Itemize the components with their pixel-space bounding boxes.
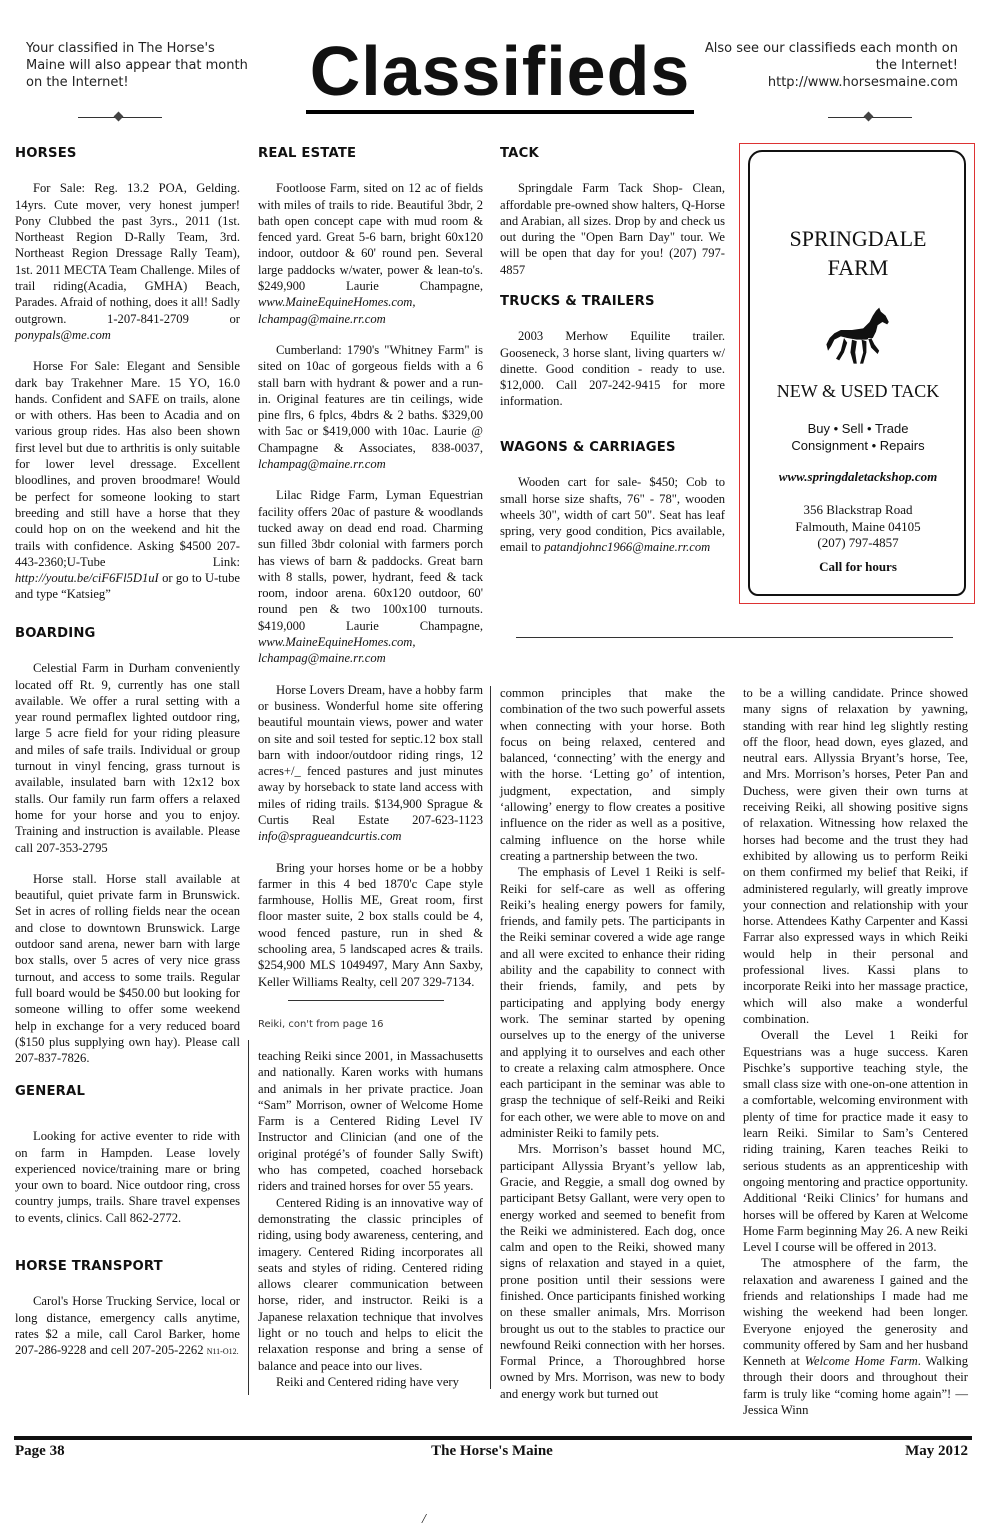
ad-text: Wooden cart for sale- $450; Cob to small horse size shafts, 76" - 78", wooden wheels 30", width of cart 50". Seat has leaf spring, very good condition, Pics available, email to [500,475,725,555]
section-heading-tack: TACK [500,146,539,161]
section-heading-real-estate: REAL ESTATE [258,146,357,161]
ad-website[interactable]: www.springdaletackshop.com [778,469,938,484]
ad-text: Cumberland: 1790's "Whitney Farm" is sited on 10ac of gorgeous fields with a 6 stall barn with hydrant & power and a run-in. Original features are tin ceilings, wide pine flrs, 6 fplcs, 4bdrs & 2 baths. $329,00 with 5ac or $419,000 with 10ac. Laurie @ Champagne & Associates, 838-0037, [258,342,483,455]
section-heading-horses: HORSES [15,146,77,161]
article-column-3 [743,685,968,1418]
column-1-general [15,1084,240,1226]
ad-phone: (207) 797-4857 [817,535,899,550]
classified-ad [258,682,483,845]
article-paragraph: teaching Reiki since 2001, in Massachusetts and nationally. Karen works with humans and animals in her private practice. Joan “Sam” Morrison, owner of Welcome Home Farm is a Centered Riding Level IV Instructor and Clinician (and one of the original protégé’s of founder Sally Swift) who has competed, coached horseback riders and trained horses for over 55 years. [258,1049,483,1194]
classified-ad [15,180,240,343]
article-paragraph: The emphasis of Level 1 Reiki is self-Reiki for self-care as well as offering Reiki’s healing energy powers for family, friends, and family pets. The participants in the Reiki seminar covered a wide age range and all were excited to enhance their riding ability and the capability to connect with their friends, family, and pets by participating and applying body energy work. The seminar started by opening ourselves up to the energy of the universe and applying it to ourselves and each other to create a relaxing calm atmosphere. Once each participant in the seminar was able to grasp the technique of self-Reiki and Reiki for each other, we were able to move on and administer Reiki to family pets. [500,865,725,1141]
article-column-2 [500,685,725,1402]
footer-mark: / [422,1512,426,1527]
column-1 [15,146,240,603]
ad-contact[interactable]: lchampag@maine.rr.com [258,457,386,472]
ad-text: Carol's Horse Trucking Service, local or long distance, emergency calls anytime, rates $2 a mile, call Carol Barker, home 207-286-9228 and cell 207-205-2262 [15,1294,240,1358]
classified-ad [15,358,240,602]
page-number: Page 38 [15,1443,65,1459]
classified-ad [258,342,483,472]
website-url[interactable]: http://www.horsesmaine.com [767,75,958,90]
classified-ad: Looking for active eventer to ride with on farm in Hampden. Lease lovely experienced novice/training mare or bring your own to board. Nice outdoor ring, cross country jumps, trails. Share travel expenses to events, clinics. Call 862-2772. [15,1129,240,1225]
article-paragraph: Reiki and Centered riding have very [276,1374,459,1389]
article-column-1 [258,1048,483,1390]
farm-name: Welcome Home Farm [804,1354,918,1369]
ornament-divider-left [78,112,162,122]
footer-rule [14,1436,972,1440]
ad-code: N11-O12. [206,1347,239,1357]
ad-contact[interactable]: www.MaineEquineHomes.com, lchampag@maine.rr.com [258,295,416,326]
divider-rule [516,637,953,638]
issue-date: May 2012 [905,1443,968,1459]
article-paragraph: Mrs. Morrison’s basset hound MC, participant Allyssia Bryant’s yellow lab, Gracie, and Reggie, a small dog owned by participant Betsy Gallant, were very open to energy worked and seemed to benefit from the Reiki we administered. Each dog, once calm and open to the Reiki, showed many signs of relaxation and stayed in a quiet, prone position until their sessions were finished. Once participants finished working on these smaller animals, Mrs. Morrison brought us out to the stables to practice our newfound Reiki connection with her horses. Formal Prince, a Thoroughbred horse owned by Mrs. Morrison, was new to body and energy work but turned out [500,1142,725,1401]
column-divider [248,1040,249,1395]
column-3-wagons [500,440,725,556]
section-heading-horse-transport: HORSE TRANSPORT [15,1259,163,1274]
ad-address-line-2: Falmouth, Maine 04105 [795,519,921,534]
article-continued-label: Reiki, con't from page 16 [258,1019,384,1030]
springdale-farm-ad [739,143,975,604]
column-3-trucks [500,294,725,410]
ad-text: Footloose Farm, sited on 12 ac of fields with miles of trails to ride. Beautiful 3bdr, 2 bath open concept cape with mud room & fenced yard. Great 5-6 barn, bright 60x120 indoor, outdoor & 60' round pen. Several large paddocks w/water, power & lean-to's. $249,900 Laurie Champagne, [258,181,483,294]
ad-contact[interactable]: info@spragueandcurtis.com [258,829,402,844]
ad-email[interactable]: patandjohnc1966@maine.rr.com [544,540,711,555]
section-heading-general: GENERAL [15,1084,86,1099]
article-text: . Walking through their doors and throughout their farm is truly like “coming home again”! —Jessica Winn [743,1354,968,1418]
ad-farm-name-line-2: FARM [827,255,889,280]
horse-silhouette-icon [820,304,900,372]
ad-email[interactable]: ponypals@me.com [15,327,111,342]
internet-note-right [700,40,958,91]
section-heading-wagons-carriages: WAGONS & CARRIAGES [500,440,676,455]
column-3 [500,146,725,278]
ad-contact[interactable]: www.MaineEquineHomes.com, lchampag@maine.rr.com [258,635,416,666]
column-divider [490,686,491,1389]
section-heading-trucks-trailers: TRUCKS & TRAILERS [500,294,655,309]
ad-tagline: NEW & USED TACK [776,381,940,401]
ornament-divider-right [828,112,912,122]
classified-ad: Celestial Farm in Durham conveniently located off Rt. 9, currently has one stall available. We offer a rural setting with a year round permaflex lighted outdoor ring, large 5 acre field for your riding pleasure and miles of safe trails. Individual or group turnout in vinyl fencing, grass turnout is available, insulated barn with 12x12 box stalls. Our family run farm offers a relaxed home for your horse and you to enjoy. Training and instruction is available. Please call 207-353-2795 [15,661,240,855]
article-paragraph: to be a willing candidate. Prince showed many signs of relaxation by yawning, standing with rear hind leg slightly resting off the floor, head down, eyes glazed, and neutral ears. Allyssia Bryant’s horse, Tee, and Mrs. Morrison’s horses, Peter Pan and Duchess, were given their own turns at receiving Reiki, all showing positive signs of relaxation. Witnessing how relaxed the horses had become and the trust they had exhibited by allowing us to perform Reiki on them confirmed my belief that Reiki, if administered regularly, will greatly improve your connection and relationship with your horse. Attendees Kathy Carpenter and Kassi Farrar also expressed ways in which Reiki would help in their personal and professional lives. Kassi plans to incorporate Reiki into her massage practice, which will also make a wonderful combination. [743,686,968,1026]
page-title [240,26,760,116]
classified-ad: 2003 Merhow Equilite trailer. Gooseneck, 3 horse slant, living quarters w/ dinette. Good condition - ready to use. $12,000. Call 207-242-9415 for more information. [500,329,725,409]
classified-ad: Bring your horses home or be a hobby farmer in this 4 bed 1870'c Cape style farmhouse, Hollis ME, Great room, first floor master suite, 2 box stalls could be 4, wood fenced pasture, run in shed & schooling area, 5 landscaped acres & trails. $254,900 MLS 1049497, Mary Ann Saxby, Keller Williams Realty, cell 207 329-7134. [258,860,483,989]
classified-ad: Springdale Farm Tack Shop- Clean, affordable pre-owned show halters, Q-Horse and Arabian, all sizes. Drop by and check us out during the "Open Barn Day" tour. We will be open that day for you! (207) 797-4857 [500,181,725,277]
column-1-boarding [15,626,240,1066]
article-paragraph [743,1255,968,1418]
section-heading-boarding: BOARDING [15,626,96,641]
ad-text: Horse For Sale: Elegant and Sensible dark bay Trakehner Mare. 15 YO, 16.0 hands. Confident and SAFE on trails, alone or with others. Has been to Acadia and on various group rides. Has also been shown first level but due to arthritis is only suitable for lower level dressage. Excellent bloodlines, and proven broodmare! Would be perfect for someone looking to start breeding and still have a horse that they could hop on on the weekend and hit the trails with confidence. Asking $4500 207-443-2360;U-Tube Link: [15,359,240,569]
article-paragraph: common principles that make the combination of the two such powerful assets when connecting with your horse. Both focus on being relaxed, centered and balanced, ‘connecting’ with the energy and with the horse. ‘Letting go’ of intention, judgment, expectation, and simply ‘allowing’ energy to flow creates a positive influence on the rider as well as a positive, calming influence on the horse while creating a partnership between the two. [500,686,725,863]
divider-rule [288,1000,444,1001]
ad-farm-name-line-1: SPRINGDALE [789,226,927,251]
classified-ad [15,1293,240,1360]
ad-services-line-1: Buy • Sell • Trade [807,421,909,436]
internet-note-right-text: Also see our classifieds each month on the Internet! [704,41,958,73]
column-1-transport [15,1259,240,1360]
ad-services-line-2: Consignment • Repairs [791,438,925,453]
article-text: The atmosphere of the farm, the relaxation and awareness I gained and the friends and relationships I made had me wishing the weekend had been longer. Everyone enjoyed the generosity and community offered by Sam and her husband Kenneth at [743,1256,968,1369]
ad-address-line-1: 356 Blackstrap Road [803,502,913,517]
ad-text: Lilac Ridge Farm, Lyman Equestrian facility offers 20ac of pasture & woodlands tucked away on dead end road. Charming sun filled 3bdr colonial with farmers porch has views of barn & paddocks. Great barn with 8 stalls, power, hydrant, feed & tack room, indoor arena. 60x120 outdoor, 60' round pen & two 100x100 turnouts. $419,000 Laurie Champagne, [258,488,483,633]
article-paragraph: Centered Riding is an innovative way of demonstrating the classic principles of riding, using body awareness, centering, and imagery. Centered Riding incorporates all seats and styles of riding. Centered riding allows clearer communication between horse, rider, and instructor. Reiki is a Japanese relaxation technique that involves light or no touch and helps to elicit the relaxation response and bring a sense of balance and peace into our lives. [258,1195,483,1373]
classified-ad [258,180,483,327]
classified-ad [500,474,725,555]
classified-ad: Horse stall. Horse stall available at beautiful, quiet private farm in Brunswick. Set in acres of rolling fields near the ocean and close to downtown Brunswick. Large outdoor sand arena, newer barn with large box stalls, over 5 acres of very nice grass turnout, and access to some trails. Regular full board would be $450.00 but looking for someone willing to offer some weekend help in exchange for a very reduced board ($150 plus supplying own hay). Please call 207-837-7826. [15,871,240,1066]
internet-note-left: Your classified in The Horse's Maine will also appear that month on the Internet! [26,41,248,90]
ad-hours: Call for hours [819,559,897,574]
article-paragraph: Overall the Level 1 Reiki for Equestrians was a huge success. Karen Pischke’s supportive teaching style, the small class size with one-on-one attention in a comfortable, welcoming environment with plenty of time for practice made it easy to learn Reiki. Similar to Sam’s Centered riding training, Karen teaches Reiki to serious students as an apprenticeship with ongoing mentoring and practice opportunity. Additional ‘Reiki Clinics’ for humans and horses will be offered by Karen at Welcome Home Farm beginning May 26. A new Reiki Level I course will be offered in 2013. [743,1028,968,1255]
column-2 [258,146,483,990]
ad-link[interactable]: http://youtu.be/ciF6Fl5D1uI [15,571,159,586]
ad-text: or go to U-tube and type “Katsieg” [15,571,240,602]
page-title-text: Classifieds [306,32,695,114]
classified-ad [258,487,483,666]
ad-text: Horse Lovers Dream, have a hobby farm or business. Wonderful home site offering beautiful mountain views, power and water on site and soil tested for septic.12 box stall barn with indoor/outdoor riding rings, 12 acres+/_ fenced pastures and just minutes away by horseback to state land access with miles of riding trails. $134,900 Sprague & Curtis Real Estate 207-623-1123 [258,682,483,827]
publication-name: The Horse's Maine [431,1443,553,1459]
ad-text: For Sale: Reg. 13.2 POA, Gelding. 14yrs. Cute mover, very honest jumper! Pony Clubbed the past 3yrs., 2011 (1st. Northeast Region D-Rally Team, 3rd. Northeast Region Dressage Rally Team), 1st. 2011 MECTA Team Challenge. Miles of trail riding(Acadia, GMHA) Beach, Parades. Afraid of nothing, does it all! Sadly outgrown. 1-207-841-2709 or [15,181,240,326]
